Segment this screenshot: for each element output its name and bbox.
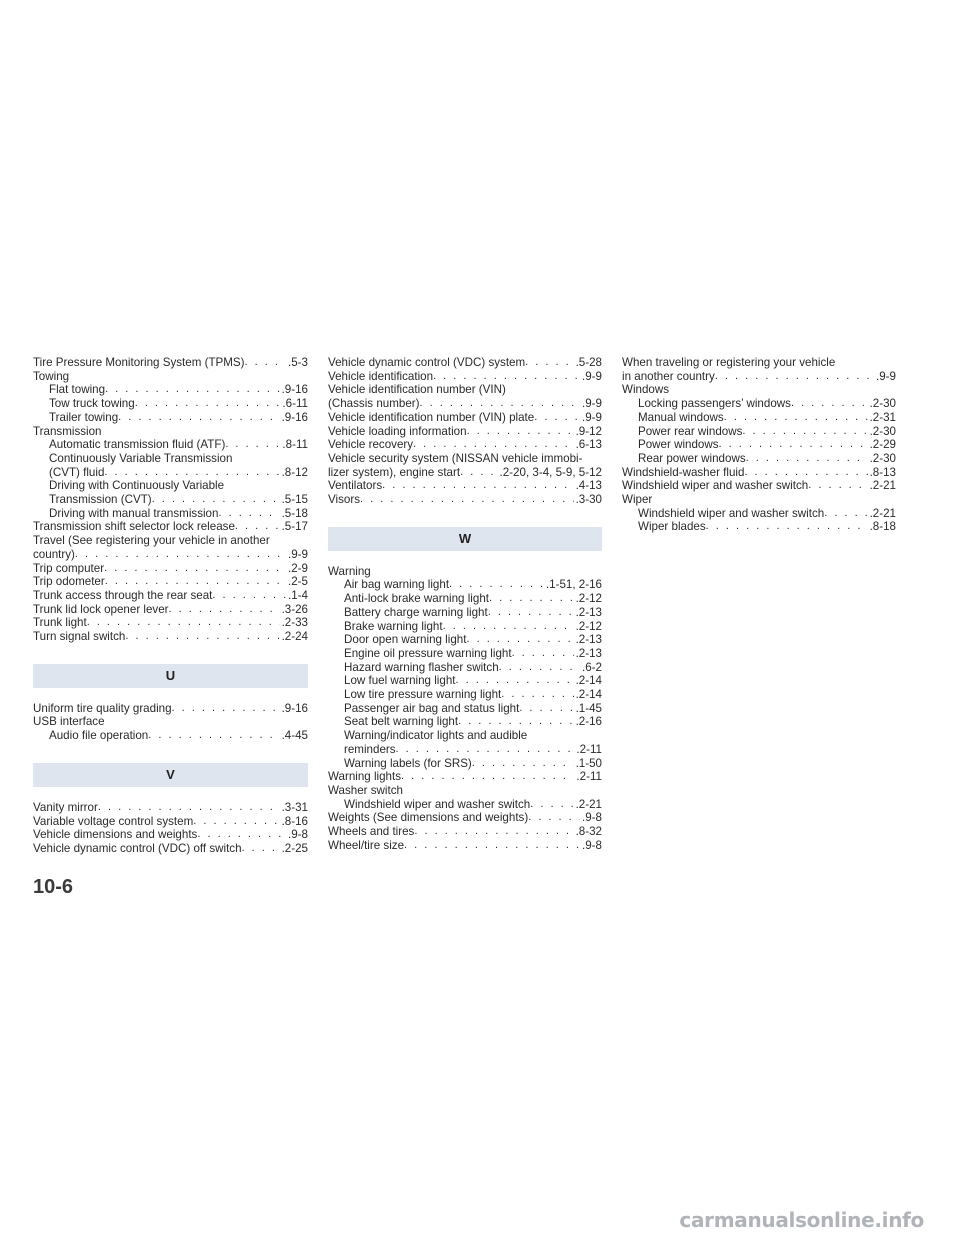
index-entry xyxy=(328,438,602,452)
index-subentry xyxy=(328,674,602,688)
page-reference: .4-45 xyxy=(281,729,308,743)
page-reference: .4-13 xyxy=(575,479,602,493)
entry-text: Trunk access through the rear seat xyxy=(33,588,213,602)
index-entry xyxy=(33,715,308,729)
page-reference: .2-21 xyxy=(869,479,896,493)
entry-text: Power windows xyxy=(638,438,719,452)
entry-text-line: Vehicle security system (NISSAN vehicle immobi- xyxy=(328,451,583,465)
index-entry xyxy=(622,493,896,507)
entry-text: Warning xyxy=(328,564,371,578)
index-subentry xyxy=(33,383,308,397)
entry-text: Door open warning light xyxy=(344,633,467,647)
index-entry xyxy=(328,784,602,798)
dot-leader xyxy=(401,770,574,784)
entry-text: Windows xyxy=(622,383,670,397)
index-entry xyxy=(328,493,602,507)
dot-leader xyxy=(467,425,574,439)
dot-leader xyxy=(404,839,580,853)
page-reference: .5-17 xyxy=(281,520,308,534)
entry-text-line: Travel (See registering your vehicle in another xyxy=(33,534,270,548)
page-reference: .2-5 xyxy=(288,575,308,589)
dot-leader xyxy=(125,630,279,644)
entry-text: Low tire pressure warning light xyxy=(344,688,502,702)
page-reference: .9-8 xyxy=(288,828,308,842)
entry-text: Passenger air bag and status light xyxy=(344,701,520,715)
page-reference: .6-13 xyxy=(575,438,602,452)
dot-leader xyxy=(458,715,573,729)
page-reference: .2-29 xyxy=(869,438,896,452)
section-header-w: W xyxy=(328,527,602,551)
entry-text-line: Vehicle identification number (VIN) xyxy=(328,383,506,397)
dot-leader xyxy=(534,411,580,425)
index-entry xyxy=(328,565,602,579)
dot-leader xyxy=(148,729,279,743)
dot-leader xyxy=(433,370,580,384)
index-entry xyxy=(33,828,308,842)
index-subentry xyxy=(33,729,308,743)
index-group-t xyxy=(33,356,308,644)
dot-leader xyxy=(218,507,279,521)
index-subentry xyxy=(328,715,602,729)
index-entry xyxy=(33,534,308,561)
page-reference: .2-14 xyxy=(575,674,602,688)
page-reference: .2-30 xyxy=(869,451,896,465)
page-reference: .2-14 xyxy=(575,688,602,702)
entry-text: Visors xyxy=(328,493,361,507)
page-reference: .1-4 xyxy=(288,588,308,602)
index-subentry xyxy=(33,507,308,521)
page-reference: .9-8 xyxy=(582,811,602,825)
index-entry xyxy=(328,411,602,425)
entry-text: Warning labels (for SRS) xyxy=(344,756,472,770)
entry-text: Audio file operation xyxy=(49,729,149,743)
page-reference: .6-11 xyxy=(282,397,308,411)
entry-text: Locking passengers’ windows xyxy=(638,397,791,411)
entry-text: Windshield wiper and washer switch xyxy=(622,479,809,493)
dot-leader xyxy=(724,411,868,425)
entry-text: in another country xyxy=(622,369,715,383)
entry-text: Rear power windows xyxy=(638,451,746,465)
index-entry xyxy=(328,770,602,784)
entry-text: Windshield-washer fluid xyxy=(622,465,745,479)
dot-leader xyxy=(808,479,867,493)
index-entry xyxy=(328,452,602,479)
index-entry xyxy=(328,370,602,384)
dot-leader xyxy=(193,815,279,829)
page-reference: .2-31 xyxy=(869,410,896,424)
entry-text: (Chassis number) xyxy=(328,397,420,411)
index-group-v-continued xyxy=(328,356,602,507)
index-subentry xyxy=(328,647,602,661)
dot-leader xyxy=(420,397,581,411)
page-reference: .5-3 xyxy=(288,356,308,369)
entry-text: Trunk lid lock opener lever xyxy=(33,602,169,616)
page-reference: .2-12 xyxy=(575,592,602,606)
entry-text: Washer switch xyxy=(328,783,403,797)
index-entry xyxy=(33,630,308,644)
entry-text: Driving with manual transmission xyxy=(49,506,219,520)
entry-text: Wiper blades xyxy=(638,520,706,534)
index-entry xyxy=(33,589,308,603)
page-reference: .2-25 xyxy=(281,841,308,855)
dot-leader xyxy=(530,798,573,812)
entry-text: Vehicle identification xyxy=(328,369,434,383)
entry-text: Flat towing xyxy=(49,383,106,397)
page-reference: .5-15 xyxy=(281,493,308,507)
dot-leader xyxy=(225,438,280,452)
index-entry xyxy=(33,616,308,630)
page-reference: .9-16 xyxy=(281,383,308,397)
index-entry xyxy=(328,425,602,439)
entry-text: Towing xyxy=(33,369,70,383)
entry-text: Turn signal switch xyxy=(33,630,126,644)
index-subentry xyxy=(622,507,896,521)
section-header-v: V xyxy=(33,763,308,787)
dot-leader xyxy=(512,647,574,661)
page-reference: .3-31 xyxy=(281,800,308,814)
index-entry xyxy=(622,479,896,493)
index-subentry xyxy=(622,520,896,534)
page-reference: .2-11 xyxy=(576,770,602,784)
entry-text: Vehicle dynamic control (VDC) off switch xyxy=(33,841,242,855)
entry-text: Air bag warning light xyxy=(344,578,450,592)
page-reference: .3-30 xyxy=(575,493,602,507)
page-reference: .9-16 xyxy=(281,410,308,424)
section-header-u: U xyxy=(33,664,308,688)
index-subentry xyxy=(328,606,602,620)
index-entry xyxy=(33,425,308,439)
index-subentry xyxy=(33,397,308,411)
page-reference: .8-32 xyxy=(575,825,602,839)
page-reference: .8-18 xyxy=(869,520,896,534)
page-number: 10-6 xyxy=(33,876,74,898)
index-subentry xyxy=(328,633,602,647)
entry-text: Hazard warning flasher switch xyxy=(344,660,499,674)
entry-text-line: Driving with Continuously Variable xyxy=(49,479,225,493)
entry-text: Automatic transmission fluid (ATF) xyxy=(49,438,226,452)
index-entry xyxy=(33,356,308,370)
index-entry xyxy=(33,603,308,617)
index-subentry xyxy=(33,411,308,425)
page-reference: .2-11 xyxy=(576,742,602,756)
page-reference: .8-13 xyxy=(869,465,896,479)
index-entry xyxy=(328,479,602,493)
index-subentry xyxy=(622,425,896,439)
page-reference: .8-16 xyxy=(281,814,308,828)
page-reference: .2-13 xyxy=(575,633,602,647)
index-subentry xyxy=(328,798,602,812)
dot-leader xyxy=(396,743,575,757)
page-reference: .9-9 xyxy=(876,369,896,383)
page-reference: .2-13 xyxy=(575,646,602,660)
entry-text-line: Warning/indicator lights and audible xyxy=(344,729,528,743)
page-reference: .9-9 xyxy=(582,410,602,424)
entry-text: Transmission shift selector lock release xyxy=(33,520,235,534)
page-reference: .5-28 xyxy=(575,356,602,369)
dot-leader xyxy=(472,757,574,771)
entry-text: country) xyxy=(33,547,75,561)
index-entry xyxy=(328,825,602,839)
index-subentry xyxy=(622,438,896,452)
page-reference: .2-30 xyxy=(869,424,896,438)
entry-text: Wheels and tires xyxy=(328,825,415,839)
index-entry xyxy=(33,520,308,534)
dot-leader xyxy=(488,606,574,620)
index-entry xyxy=(328,383,602,410)
dot-leader xyxy=(499,661,580,675)
page-reference: .5-18 xyxy=(281,506,308,520)
entry-text-line: Continuously Variable Transmission xyxy=(49,451,233,465)
index-group-u xyxy=(33,702,308,743)
index-entry xyxy=(33,842,308,856)
entry-text: Wiper xyxy=(622,493,653,507)
dot-leader xyxy=(212,589,286,603)
index-entry xyxy=(622,383,896,397)
dot-leader xyxy=(197,828,286,842)
entry-text: Brake warning light xyxy=(344,619,443,633)
dot-leader xyxy=(719,438,868,452)
entry-text: Trip odometer xyxy=(33,575,105,589)
entry-text: Uniform tire quality grading xyxy=(33,701,172,715)
entry-text: Vehicle dynamic control (VDC) system xyxy=(328,356,526,369)
index-group-w-continued xyxy=(622,356,896,534)
dot-leader xyxy=(528,811,580,825)
index-entry xyxy=(33,815,308,829)
entry-text: Low fuel warning light xyxy=(344,674,456,688)
entry-text: Warning lights xyxy=(328,770,402,784)
entry-text: Wheel/tire size xyxy=(328,838,405,852)
entry-text: Weights (See dimensions and weights) xyxy=(328,811,529,825)
page-reference: .8-12 xyxy=(281,465,308,479)
page-reference: .9-9 xyxy=(582,369,602,383)
page-reference: .8-11 xyxy=(282,438,308,452)
index-subentry xyxy=(328,661,602,675)
page-reference: .9-9 xyxy=(288,547,308,561)
dot-leader xyxy=(105,383,280,397)
entry-text: Engine oil pressure warning light xyxy=(344,646,512,660)
dot-leader xyxy=(414,825,573,839)
index-entry xyxy=(622,356,896,383)
dot-leader xyxy=(824,507,867,521)
page-reference: .2-20, 3-4, 5-9, 5-12 xyxy=(499,465,602,479)
entry-text: (CVT) fluid xyxy=(49,465,105,479)
dot-leader xyxy=(706,520,868,534)
dot-leader xyxy=(413,438,574,452)
dot-leader xyxy=(449,578,544,592)
page-reference: .1-45 xyxy=(575,701,602,715)
entry-text: Vehicle dimensions and weights xyxy=(33,828,198,842)
entry-text: reminders xyxy=(344,742,396,756)
dot-leader xyxy=(118,411,279,425)
entry-text: Trunk light xyxy=(33,616,87,630)
entry-text: Vehicle identification number (VIN) plate xyxy=(328,410,535,424)
page-reference: .3-26 xyxy=(281,602,308,616)
entry-text: Tire Pressure Monitoring System (TPMS) xyxy=(33,356,245,369)
page-reference: .1-51, 2-16 xyxy=(545,578,602,592)
watermark-text: carmanualsonline.info xyxy=(679,1208,924,1232)
dot-leader xyxy=(742,425,867,439)
entry-text: Power rear windows xyxy=(638,424,743,438)
entry-text: Anti-lock brake warning light xyxy=(344,592,489,606)
page-reference: .2-12 xyxy=(575,619,602,633)
entry-text: Trailer towing xyxy=(49,410,119,424)
page-reference: .1-50 xyxy=(575,756,602,770)
index-group-w xyxy=(328,565,602,853)
index-subentry xyxy=(328,620,602,634)
index-subentry xyxy=(33,452,308,479)
page-reference: .2-21 xyxy=(575,797,602,811)
index-entry xyxy=(33,562,308,576)
dot-leader xyxy=(169,603,280,617)
index-column-1 xyxy=(33,356,308,856)
dot-leader xyxy=(104,562,286,576)
index-group-v xyxy=(33,801,308,856)
entry-text: Trip computer xyxy=(33,561,105,575)
dot-leader xyxy=(135,397,281,411)
dot-leader xyxy=(791,397,868,411)
dot-leader xyxy=(152,493,280,507)
dot-leader xyxy=(715,370,874,384)
dot-leader xyxy=(75,548,286,562)
index-subentry xyxy=(328,592,602,606)
dot-leader xyxy=(744,466,867,480)
index-entry xyxy=(328,811,602,825)
dot-leader xyxy=(501,688,573,702)
index-column-3 xyxy=(622,356,896,534)
entry-text: Seat belt warning light xyxy=(344,715,459,729)
page-reference: .6-2 xyxy=(582,660,602,674)
dot-leader xyxy=(105,575,286,589)
entry-text-line: When traveling or registering your vehicle xyxy=(622,356,836,369)
entry-text: Transmission (CVT) xyxy=(49,493,152,507)
entry-text: Manual windows xyxy=(638,410,724,424)
page-reference: .9-16 xyxy=(281,701,308,715)
dot-leader xyxy=(245,356,286,370)
dot-leader xyxy=(98,801,280,815)
entry-text: Vehicle recovery xyxy=(328,438,414,452)
index-entry xyxy=(328,356,602,370)
dot-leader xyxy=(466,633,573,647)
dot-leader xyxy=(172,702,280,716)
dot-leader xyxy=(456,674,574,688)
page-reference: .2-13 xyxy=(575,605,602,619)
dot-leader xyxy=(489,592,574,606)
index-subentry xyxy=(622,411,896,425)
index-subentry xyxy=(328,578,602,592)
dot-leader xyxy=(746,452,868,466)
dot-leader xyxy=(443,620,574,634)
dot-leader xyxy=(519,702,573,716)
entry-text: Variable voltage control system xyxy=(33,814,194,828)
index-subentry xyxy=(328,757,602,771)
entry-text: Tow truck towing xyxy=(49,397,135,411)
entry-text: lizer system), engine start xyxy=(328,465,461,479)
index-entry xyxy=(328,839,602,853)
page-reference: .9-12 xyxy=(575,424,602,438)
entry-text: Ventilators xyxy=(328,479,383,493)
page-reference: .2-16 xyxy=(575,715,602,729)
dot-leader xyxy=(104,466,279,480)
page-reference: .9-9 xyxy=(582,397,602,411)
dot-leader xyxy=(460,466,497,480)
index-entry xyxy=(33,801,308,815)
page-reference: .2-30 xyxy=(869,397,896,411)
page-reference: .2-9 xyxy=(288,561,308,575)
index-subentry xyxy=(328,729,602,756)
index-subentry xyxy=(622,452,896,466)
entry-text: Windshield wiper and washer switch xyxy=(638,506,825,520)
index-subentry xyxy=(33,438,308,452)
index-subentry xyxy=(328,702,602,716)
entry-text: Transmission xyxy=(33,424,102,438)
page-reference: .9-8 xyxy=(582,838,602,852)
dot-leader xyxy=(242,842,280,856)
dot-leader xyxy=(382,479,573,493)
index-subentry xyxy=(328,688,602,702)
index-entry xyxy=(33,575,308,589)
dot-leader xyxy=(235,520,280,534)
page-reference: .2-33 xyxy=(281,616,308,630)
entry-text: Windshield wiper and washer switch xyxy=(344,797,531,811)
index-entry xyxy=(33,702,308,716)
page-reference: .2-21 xyxy=(869,506,896,520)
entry-text: Battery charge warning light xyxy=(344,605,488,619)
entry-text: Vehicle loading information xyxy=(328,424,467,438)
index-subentry xyxy=(622,397,896,411)
index-entry xyxy=(622,466,896,480)
index-subentry xyxy=(33,479,308,506)
page-reference: .2-24 xyxy=(281,630,308,644)
dot-leader xyxy=(360,493,574,507)
entry-text: USB interface xyxy=(33,715,105,729)
entry-text: Vanity mirror xyxy=(33,800,98,814)
index-column-2 xyxy=(328,356,602,853)
index-entry xyxy=(33,370,308,384)
dot-leader xyxy=(525,356,573,370)
dot-leader xyxy=(87,616,280,630)
